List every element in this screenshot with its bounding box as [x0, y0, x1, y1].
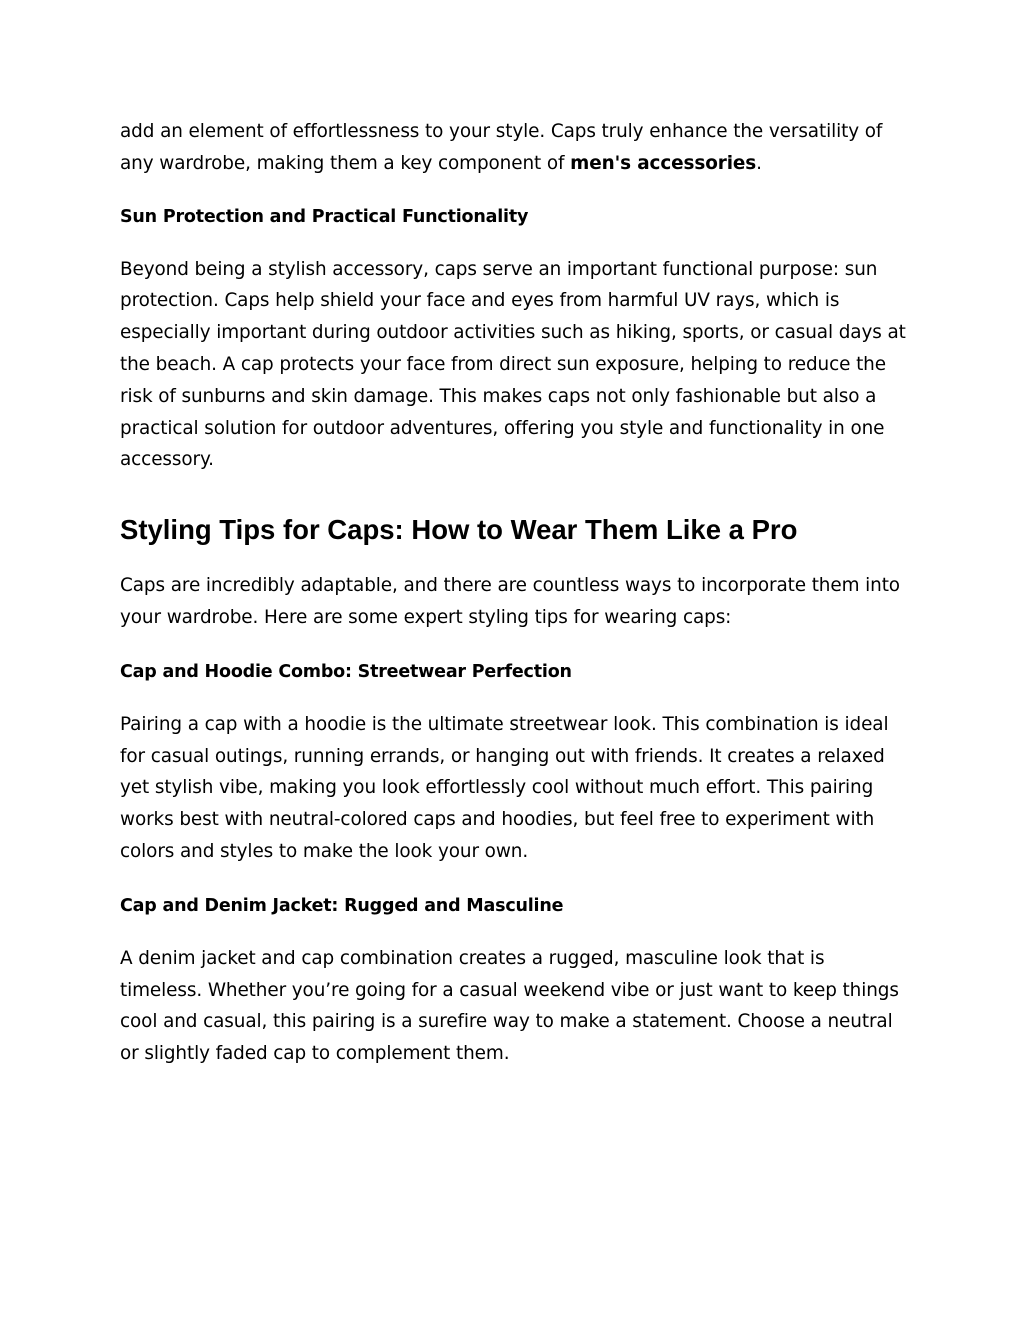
denim-jacket-heading: Cap and Denim Jacket: Rugged and Masculine — [120, 895, 564, 916]
document-page — [120, 116, 910, 1070]
styling-tips-paragraph: Caps are incredibly adaptable, and there are countless ways to incorporate them into your wardrobe. Here are some expert styling tips for wearing caps: — [120, 575, 900, 628]
intro-paragraph — [120, 116, 910, 180]
hoodie-combo-paragraph: Pairing a cap with a hoodie is the ultimate streetwear look. This combination is ideal for casual outings, running errands, or hanging out with friends. It creates a relaxed yet stylish vibe, making you look effortlessly cool without much effort. This pairing works best with neutral-colored caps and hoodies, but feel free to experiment with colors and styles to make the look your own. — [120, 713, 889, 862]
hoodie-combo-heading: Cap and Hoodie Combo: Streetwear Perfection — [120, 661, 572, 682]
mens-accessories-bold-text: men's accessories — [570, 152, 757, 174]
intro-text-end: . — [756, 152, 762, 174]
styling-tips-heading: Styling Tips for Caps: How to Wear Them Like a Pro — [120, 514, 798, 546]
sun-protection-paragraph: Beyond being a stylish accessory, caps serve an important functional purpose: sun protection. Caps help shield your face and eyes from harmful UV rays, which is especially important during outdoor activities such as hiking, sports, or casual days at the beach. A cap protects your face from direct sun exposure, helping to reduce the risk of sunburns and skin damage. This makes caps not only fashionable but also a practical solution for outdoor adventures, offering you style and functionality in one accessory. — [120, 258, 906, 471]
intro-text: add an element of effortlessness to your style. Caps truly enhance the versatility of any wardrobe, making them a key component of — [120, 121, 883, 174]
denim-jacket-paragraph: A denim jacket and cap combination creates a rugged, masculine look that is timeless. Whether you’re going for a casual weekend vibe or just want to keep things cool and casual, this pairing is a surefire way to make a statement. Choose a neutral or slightly faded cap to complement them. — [120, 947, 899, 1065]
sun-protection-heading: Sun Protection and Practical Functionality — [120, 206, 529, 227]
